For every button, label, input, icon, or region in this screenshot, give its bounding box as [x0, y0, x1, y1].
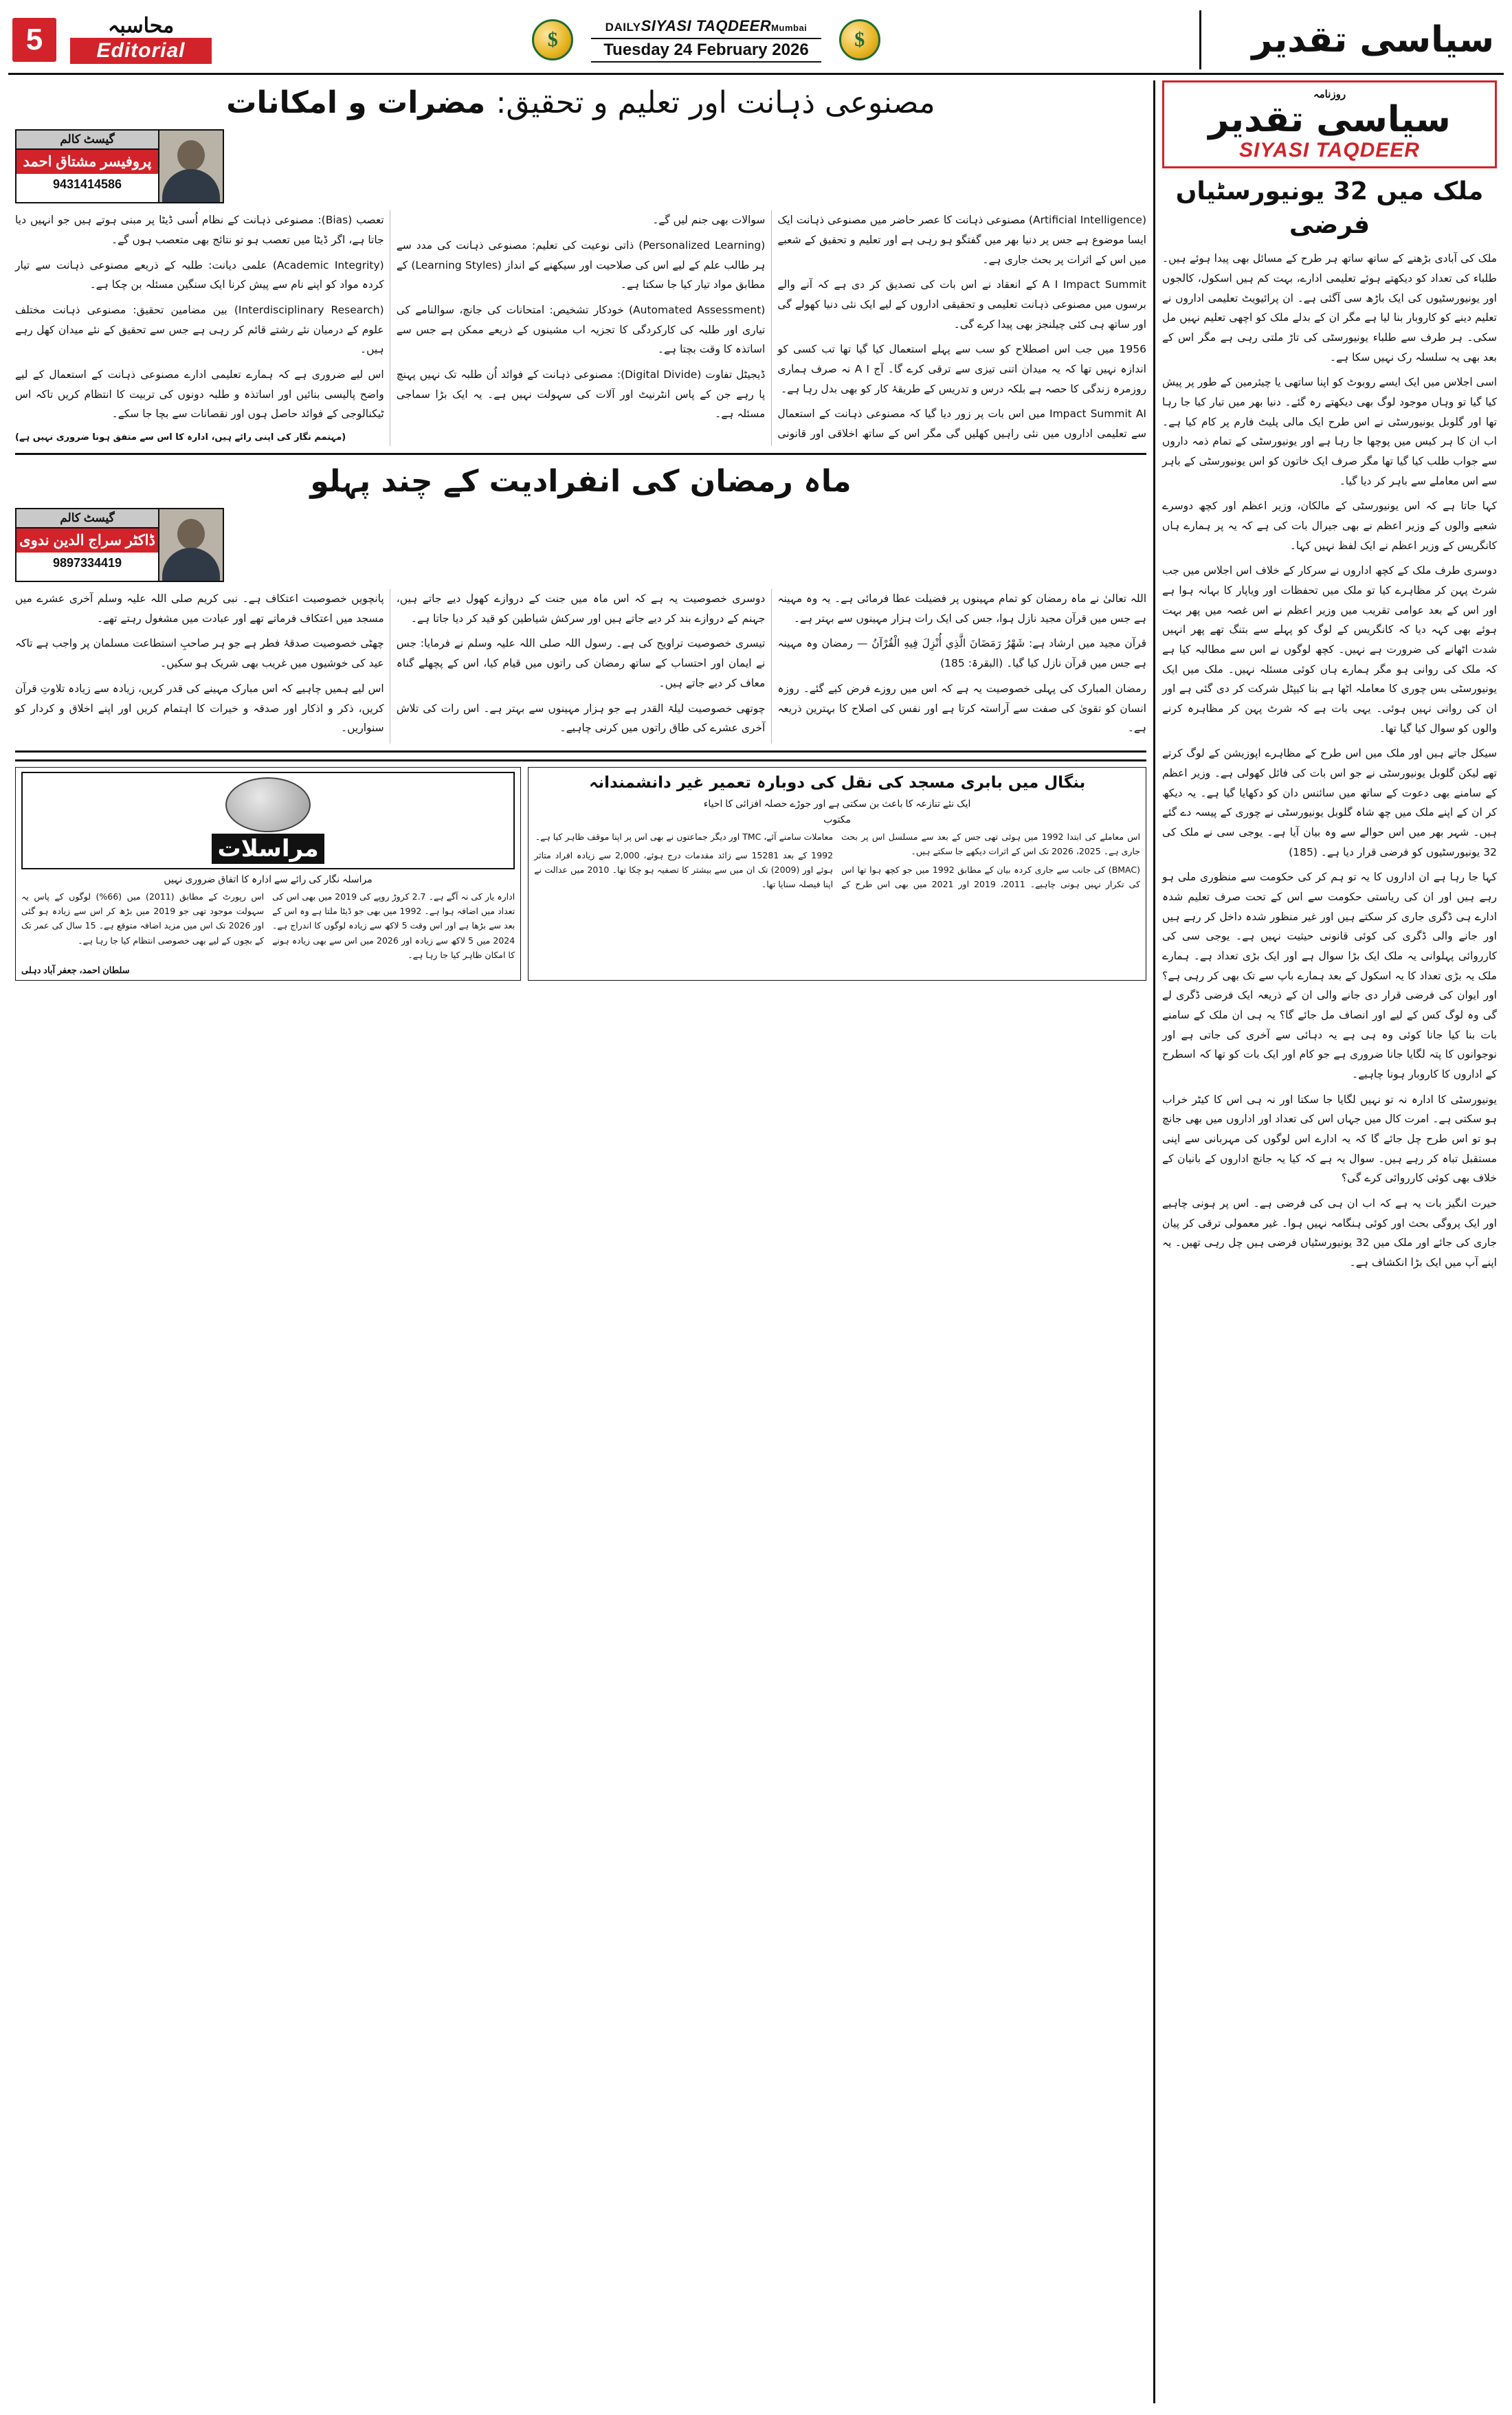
- editorial-label-urdu: محاسبہ: [107, 14, 175, 37]
- page-body: [8, 80, 1504, 2403]
- lead-para: یونیورسٹی کا ادارہ نہ تو نہیں لگایا جا سکتا اور نہ ہی اس کا کیٹر خراب ہو سکتی ہے۔ امرت کال میں جہاں اس کی تعداد اور اداروں میں بھی جانچ ہو تو اس طرح چل جائے گا کہ یہ ادارے اس لوگوں کی مہربانی سے اپنی مستقبل تباہ کر رہے ہیں۔ سوال یہ ہے کہ کیا یہ جانچ اداروں کے بانیان کے خلاف بھی کوئی کارروائی کرے گی؟: [1162, 1093, 1497, 1185]
- article1-para: (Academic Integrity) علمی دیانت: طلبہ کے ذریعے مصنوعی ذہانت سے تیار کردہ مواد کو اپنے نام سے پیش کرنا ایک سنگین مسئلہ بن چکا ہے۔: [15, 258, 384, 291]
- avatar-body: [162, 548, 220, 581]
- article1-byline-meta: [16, 131, 158, 202]
- article2-para: چھٹی خصوصیت صدقۂ فطر ہے جو ہر صاحبِ استطاعت مسلمان پر واجب ہے تاکہ عید کی خوشیوں میں غریب بھی شریک ہو سکیں۔: [15, 637, 384, 670]
- masthead-center: [220, 17, 1192, 63]
- article1-para: تعصب (Bias): مصنوعی ذہانت کے نظام اُسی ڈیٹا پر مبنی ہوتے ہیں جو انہیں دیا جاتا ہے، اگر ڈیٹا میں تعصب ہو تو نتائج بھی متعصب ہوں گے۔: [15, 214, 384, 246]
- paper-logo-urdu: سیاسی تقدیر: [1208, 99, 1451, 140]
- bottom-mid-subtitle: ایک نئے تنازعہ کا باعث بن سکتی ہے اور جوڑے حصلہ افزائی کا احیاء: [703, 797, 971, 809]
- bottom-mid-title: بنگال میں بابری مسجد کی نقل کی دوبارہ تعمیر غیر دانشمندانہ: [588, 773, 1086, 792]
- bottom-strip: [15, 759, 1146, 981]
- letters-header: [21, 772, 515, 869]
- coin-icon-left: $: [532, 19, 573, 60]
- paper-logo-small: روزنامہ: [1313, 89, 1346, 100]
- article2-author-name: ڈاکٹر سراج الدین ندوی: [16, 528, 158, 553]
- bottom-mid-para: اس معاملے کی ابتدا 1992 میں ہوئی تھی جس کے بعد سے مسلسل اس پر بحث جاری ہے۔ 2025، 2026 تک اس کے اثرات دیکھے جا سکتے ہیں۔: [841, 831, 1141, 856]
- avatar-head: [177, 519, 205, 549]
- avatar-body: [162, 169, 220, 202]
- main-column: [8, 80, 1153, 2403]
- bottom-mid-label: مکتوب: [823, 813, 852, 825]
- masthead-divider: [1199, 10, 1201, 69]
- article1-author-name: پروفیسر مشتاق احمد: [16, 150, 158, 174]
- letters-news-box: [528, 767, 1146, 981]
- article2-para: پانچویں خصوصیت اعتکاف ہے۔ نبی کریم صلی اللہ علیہ وسلم آخری عشرے میں مسجد میں اعتکاف فرماتے تھے اور عبادت میں مشغول رہتے تھے۔: [15, 592, 384, 625]
- page-number: 5: [12, 18, 56, 62]
- article2-byline-meta: [16, 509, 158, 581]
- paper-logo-box: [1162, 80, 1497, 168]
- author-photo: [158, 509, 223, 581]
- letters-para: اس رپورٹ کے مطابق (2011) میں (66%) لوگوں کے پاس یہ سہولت موجود تھی جو 2019 میں بڑھ کر اس سے زیادہ ہو گئی اور 2026 تک اس میں مزید اضافہ متوقع ہے۔ 15 سال کی عمر تک کے بچوں کے لیے بھی خصوصی انتظام کیا جا رہا ہے۔: [21, 891, 265, 946]
- lead-editorial-column: [1153, 80, 1504, 2403]
- article2-headline-plain: ماہ رمضان کی انفرادیت: [489, 463, 852, 499]
- article1-byline: [15, 129, 224, 203]
- coin-icon-right: $: [839, 19, 880, 60]
- article2-para: رمضان المبارک کی پہلی خصوصیت یہ ہے کہ اس میں روزے فرض کیے گئے۔ روزہ انسان کو تقویٰ کی صفت سے آراستہ کرتا ہے اور نفس کی اصلاح کا بہترین ذریعہ ہے۔: [777, 682, 1146, 735]
- article2-byline: [15, 508, 224, 582]
- lead-para: دوسری طرف ملک کے کچھ اداروں نے سرکار کے خلاف اس اجلاس میں جب شرٹ پہن کر مظاہرے کیا تو ملک میں تحفظات اور ویاپار کا بہانہ ہوا ہے اور اس کے بعد عوامی تقریب میں وزیر اعظم نے اس غصہ میں پھر بہت ہوئے بھی کہہ دیا کہ کانگریس کے لوگ کو پہلے سے بتنگ تھے پھر انہیں شدت اٹھانے کی ضرورت ہے نہیں۔ کچھ لوگوں نے اس سے مطالبہ کیا ہے کہ ملک کی روانی ہو مگر ہمارے ہاں کوئی مسئلہ نہیں۔ ملک میں ایک یونیورسٹی بس چوری کا معاملہ اٹھا ہے بنا کیپٹل شرکت کر دی گئی ہے اور ان کی روانی نہیں ہوئی۔ یہی بات ہے کہ شرٹ پہن کر مظاہرہ کرنے والوں کو سوال کیا گیا تھا۔: [1162, 564, 1497, 735]
- lead-para: سیکل جاتے ہیں اور ملک میں اس طرح کے مظاہرے اپوزیشن کے لوگ کرتے تھے لیکن گلوبل یونیورسٹی نے جو اس بات کی فائل کھولی ہے۔ وزیر اعظم کے سامنے بھی دعوت کے ساتھ میں سائنس دان کو دکھایا گیا ہے۔ یہ دیکھ کر ان کے اپنے ملک میں چھ شاہ گلوبل یونیورسٹی نے چوری کے پیسہ دے گئے ہیں۔ شہر بھر میں اس حوالے سے وہ بیان آیا ہے۔ یوجی سی نے ملک کی 32 یونیورسٹیوں کو فرضی قرار دیا ہے۔ (185): [1162, 747, 1497, 858]
- masthead-title: [591, 17, 821, 63]
- article1-para: اس لیے ضروری ہے کہ ہمارے تعلیمی ادارے مصنوعی ذہانت کے استعمال کے لیے واضح پالیسی بنائیں اور اساتذہ و طلبہ دونوں کی تربیت کا انتظام کریں تاکہ اس ٹیکنالوجی کے فوائد حاصل ہوں اور نقصانات سے بچا جا سکے۔: [15, 368, 384, 421]
- bottom-mid-body: [534, 830, 1140, 894]
- article2-para: اللہ تعالیٰ نے ماہ رمضان کو تمام مہینوں پر فضیلت عطا فرمائی ہے۔ یہ وہ مہینہ ہے جس میں قرآن مجید نازل ہوا، جس کی ایک رات ہزار مہینوں سے بہتر ہے۔: [777, 592, 1146, 625]
- article2-author-phone: 9897334419: [52, 556, 122, 570]
- letters-title: مراسلات: [212, 834, 324, 864]
- masthead-date: Tuesday 24 February 2026: [591, 38, 821, 63]
- masthead-title-line: [605, 17, 808, 35]
- article1-para: Impact Summit AI میں اس بات پر زور دیا گیا کہ مصنوعی ذہانت کے استعمال سے تعلیمی اداروں میں نئی راہیں کھلیں گی مگر اس کے ساتھ اخلاقی اور قانونی سوالات بھی جنم لیں گے۔: [652, 214, 1146, 440]
- article2-para: دوسری خصوصیت یہ ہے کہ اس ماہ میں جنت کے دروازے کھول دیے جاتے ہیں، جہنم کے دروازے بند کر دیے جاتے ہیں اور سرکش شیاطین کو قید کر دیا جاتا ہے۔: [396, 592, 766, 625]
- author-photo: [158, 131, 223, 202]
- article-ai-education: [15, 83, 1146, 455]
- letters-box: [15, 767, 521, 981]
- article1-para: 1956 میں جب اس اصطلاح کو سب سے پہلے استعمال کیا گیا تھا تب کسی کو اندازہ نہیں تھا کہ یہ میدان اتنی تیزی سے ترقی کرے گا۔ آج A I نہ صرف ہماری روزمرہ زندگی کا حصہ ہے بلکہ درس و تدریس کے طریقۂ کار کو بھی بدل رہا ہے۔: [777, 343, 1146, 395]
- masthead-paper-name: SIYASI TAQDEER: [641, 17, 772, 34]
- article2-para: چوتھی خصوصیت لیلۃ القدر ہے جو ہزار مہینوں سے بہتر ہے۔ اس رات کی تلاش آخری عشرے کی طاق راتوں میں کرنی چاہیے۔: [396, 702, 766, 735]
- letters-note: مراسلہ نگار کی رائے سے ادارہ کا اتفاق ضروری نہیں: [164, 873, 373, 884]
- bottom-mid-para: 1992 کے بعد 15281 سے زائد مقدمات درج ہوئے، 2,000 سے زیادہ افراد متاثر ہوئے اور (2009) تک ان میں سے بیشتر کا تصفیہ ہو چکا تھا۔ 2010 میں عدالت نے اپنا فیصلہ سنایا تھا۔: [534, 849, 834, 890]
- lead-para: کہا جا رہا ہے ان اداروں کا یہ تو ہم کر کی حکومت سے منظوری ملی ہو رہے ہیں اور ان کی ریاستی حکومت سے اس کے تحت صرف تعلیم شدہ ادارے ہی ڈگری جاری کر سکتے ہیں اور غیر منظور شدہ داخل کر رہے ہیں اور جانے والی ڈگری کی کوئی قانونی حیثیت نہیں ہے۔ یوجی سی کی کارروائی پہلوانی یہ ملک ایک بڑا سوال ہے اور ایک بڑی تعداد ہے۔ ہمارے ملک یہ بڑی تعداد کا یہ اسکول کے بعد ہمارے باپ سے تک بھی کر رہی ہے؟ اور ایوان کی فرضی قرار دی جانے والی ان کے ذریعہ ایک فرضی ڈگری لے گی وہ لوگ کس کے لیے اور انصاف مل جائے گا؟ یہ ہی ان ملک کے سامنے بات بنا کیا جانا کوئی وہ ہی ہے یہ دہائی سے آخری کی جاتی ہے اور نوجوانوں کا پتہ لگایا جانا ضروری ہے جو کام اور ایک بات کو تھا کہ اسطرح کے اداروں کا کاروبار ہونا چاہیے۔: [1162, 871, 1497, 1081]
- article2-byline-tag: گیسٹ کالم: [16, 509, 158, 528]
- article1-para: (Personalized Learning) ذاتی نوعیت کی تعلیم: مصنوعی ذہانت کی مدد سے ہر طالب علم کے لیے اس کی صلاحیت اور سیکھنے کے انداز (Learning Styles) کے مطابق مواد تیار کیا جا سکتا ہے۔: [396, 238, 766, 291]
- lead-para: کہا جاتا ہے کہ اس یونیورسٹی کے مالکان، وزیر اعظم اور کچھ دوسرے شعبے والوں کے وزیر اعظم نے بھی جیرال بات کی ہے کہ یہ پر ہمارے ہاں کانگریس کے وزیر اعظم نے ایک لفظ نہیں کہا۔: [1162, 500, 1497, 552]
- masthead-city: Mumbai: [771, 23, 808, 33]
- article1-para: A I Impact Summit کے انعقاد نے اس بات کی تصدیق کر دی ہے کہ آنے والے برسوں میں مصنوعی ذہانت تعلیمی و تحقیقی اداروں کے لیے ایک نئی دنیا کھولے گی اور ساتھ ہی کئی چیلنجز بھی پیدا کرے گی۔: [777, 278, 1146, 331]
- article2-para: تیسری خصوصیت تراویح کی ہے۔ رسول اللہ صلی اللہ علیہ وسلم نے فرمایا: جس نے ایمان اور احتساب کے ساتھ رمضان کی راتوں میں قیام کیا، اس کے پچھلے گناہ معاف کر دیے جاتے ہیں۔: [396, 637, 766, 689]
- article1-byline-tag: گیسٹ کالم: [16, 131, 158, 150]
- article1-footer-note: (مہتمم نگار کی اپنی رائے ہیں، ادارہ کا اس سے متفق ہونا ضروری نہیں ہے): [15, 432, 346, 443]
- masthead-daily: DAILY: [605, 21, 641, 34]
- masthead: [8, 7, 1504, 75]
- masthead-urdu-logo-wrap: [1208, 19, 1504, 60]
- lead-para: ملک کی آبادی بڑھنے کے ساتھ ساتھ ہر طرح کے مسائل بھی پیدا ہوئے ہیں۔ طلباء کی تعداد کو دیکھتے ہوئے تعلیمی ادارے، بہت کم ہیں اسکول، کالجوں اور یونیورسٹیوں کی ایک باڑھ سی آگئی ہے۔ ان پرائیویٹ تعلیمی اداروں نے تعلیم دینے کو کاروبار بنا لیا ہے مگر ان کے بدلے ملک کو اچھی تعلیم نہیں مل سکی۔ ہر طرف سے طلباء یونیورسٹی کی تاڑ ملتی رہی ہے مگر اس کے بعد بھی یہ سلسلہ رک نہیں سکا ہے۔: [1162, 252, 1497, 364]
- editorial-label: [62, 16, 220, 64]
- article1-headline-plain: مصنوعی ذہانت اور تعلیم و تحقیق:: [496, 85, 935, 120]
- article1-para: (Interdisciplinary Research) بین مضامین تحقیق: مصنوعی ذہانت مختلف علوم کے درمیان نئے رشتے قائم کر رہی ہے جس سے تحقیق کے نئے میدان کھل رہے ہیں۔: [15, 303, 384, 356]
- letters-para: ادارہ یار کی نہ آگے ہے۔ 2.7 کروڑ روپے کی 2019 میں بھی اس کی تعداد میں اضافہ ہوا ہے۔ 1992 میں بھی جو ڈیٹا ملتا ہے وہ اس کے بعد سے بڑھا ہے اور اس وقت 5 لاکھ سے زیادہ لوگوں کا اندراج ہے۔ 2024 میں 5 لاکھ سے زیادہ اور 2026 میں اس سے بھی زیادہ ہونے کا امکان ظاہر کیا جا رہا ہے۔: [272, 891, 515, 960]
- article1-headline: [15, 83, 1146, 122]
- article2-headline: [15, 462, 1146, 501]
- lead-headline: ملک میں 32 یونیورسٹیاں فرضی: [1175, 177, 1484, 239]
- article1-para: (Automated Assessment) خودکار تشخیص: امتحانات کی جانچ، سوالنامے کی تیاری اور طلبہ کی کارکردگی کا تجزیہ اب مشینوں کے ذریعے ممکن ہے جس سے اساتذہ کا وقت بچتا ہے۔: [396, 303, 766, 356]
- letters-signature: سلطان احمد، جعفر آباد دہلی: [21, 965, 130, 976]
- globe-icon: [225, 777, 311, 832]
- article-ramadan: [15, 462, 1146, 753]
- article2-body: [15, 589, 1146, 744]
- bottom-mid-para: (BMAC) کی جانب سے جاری کردہ بیان کے مطابق 1992 میں جو کچھ ہوا تھا اس کی تکرار نہیں ہونی چاہیے۔ 2011، 2019 اور 2021 میں بھی اس طرح کے معاملات سامنے آئے، TMC اور دیگر جماعتوں نے بھی اس پر اپنا موقف ظاہر کیا ہے۔: [535, 831, 1140, 890]
- paper-logo-english: SIYASI TAQDEER: [1239, 139, 1420, 162]
- lead-para: حیرت انگیز بات یہ ہے کہ اب ان ہی کی فرضی ہے۔ اس پر ہونی چاہیے اور ایک پروگی بحث اور کوئی ہنگامہ نہیں ہوا۔ غیر معمولی ترقی کر پیان جاری کی جائے اور ملک میں 32 یونیورسٹیاں فرضی ہیں چل رہی تھیں۔ یہ اپنے آپ میں ایک بڑا انکشاف ہے۔: [1162, 1197, 1497, 1269]
- article2-para: اس لیے ہمیں چاہیے کہ اس مبارک مہینے کی قدر کریں، زیادہ سے زیادہ تلاوتِ قرآن کریں، ذکر و اذکار اور صدقہ و خیرات کا اہتمام کریں اور اپنے اخلاق و کردار کو سنواریں۔: [15, 682, 384, 735]
- article1-para: ڈیجیٹل تفاوت (Digital Divide): مصنوعی ذہانت کے فوائد اُن طلبہ تک نہیں پہنچ پا رہے جن کے پاس انٹرنیٹ اور آلات کی سہولت نہیں ہے۔ یہ ایک بڑا سماجی مسئلہ ہے۔: [396, 368, 766, 421]
- editorial-label-english: Editorial: [70, 38, 211, 64]
- article1-author-phone: 9431414586: [52, 177, 122, 192]
- article2-para: قرآن مجید میں ارشاد ہے: شَهْرُ رَمَضَانَ الَّذِي أُنْزِلَ فِيهِ الْقُرْآنُ — رمضان وہ مہینہ ہے جس میں قرآن نازل کیا گیا۔ (البقرۃ: 185): [777, 637, 1146, 670]
- masthead-urdu-logo: سیاسی تقدیر: [1252, 19, 1494, 60]
- lead-editorial-body: [1162, 249, 1497, 1273]
- lead-para: اسی اجلاس میں ایک ایسے روبوٹ کو اپنا ساتھی یا چیئرمین کے طور پر پیش کیا گیا تو وہاں موجود لوگ بھی دیکھتے رہ گئے۔ دنیا بھر میں تیار کیا جا رہا تھا اور گلوبل یونیورسٹی نے اس طرح ایک مالی پلیٹ فارم پر کام کیا ہے۔ اب ان کا ہر کیس میں پوچھا جا رہا ہے اور یونیورسٹی کے تمام ذمہ داروں سے جواب طلب کیا گیا تھا مگر صرف ایک خاتون کو اس یونیورسٹی کے باہر سے اس معاملے سے باہر کر دیا گیا۔: [1162, 376, 1497, 487]
- article1-para: (Artificial Intelligence) مصنوعی ذہانت کا عصر حاضر میں مصنوعی ذہانت ایک ایسا موضوع ہے جس پر دنیا بھر میں گفتگو ہو رہی ہے اور تعلیم و تحقیق کے شعبے میں اس کے اثرات پر بحث جاری ہے۔: [777, 214, 1147, 266]
- article1-body: [15, 210, 1146, 446]
- article1-headline-bold: مضرات و امکانات: [226, 85, 486, 120]
- avatar-head: [177, 140, 205, 170]
- article2-headline-bold: کے چند پہلو: [310, 463, 479, 499]
- letters-body: [21, 889, 515, 962]
